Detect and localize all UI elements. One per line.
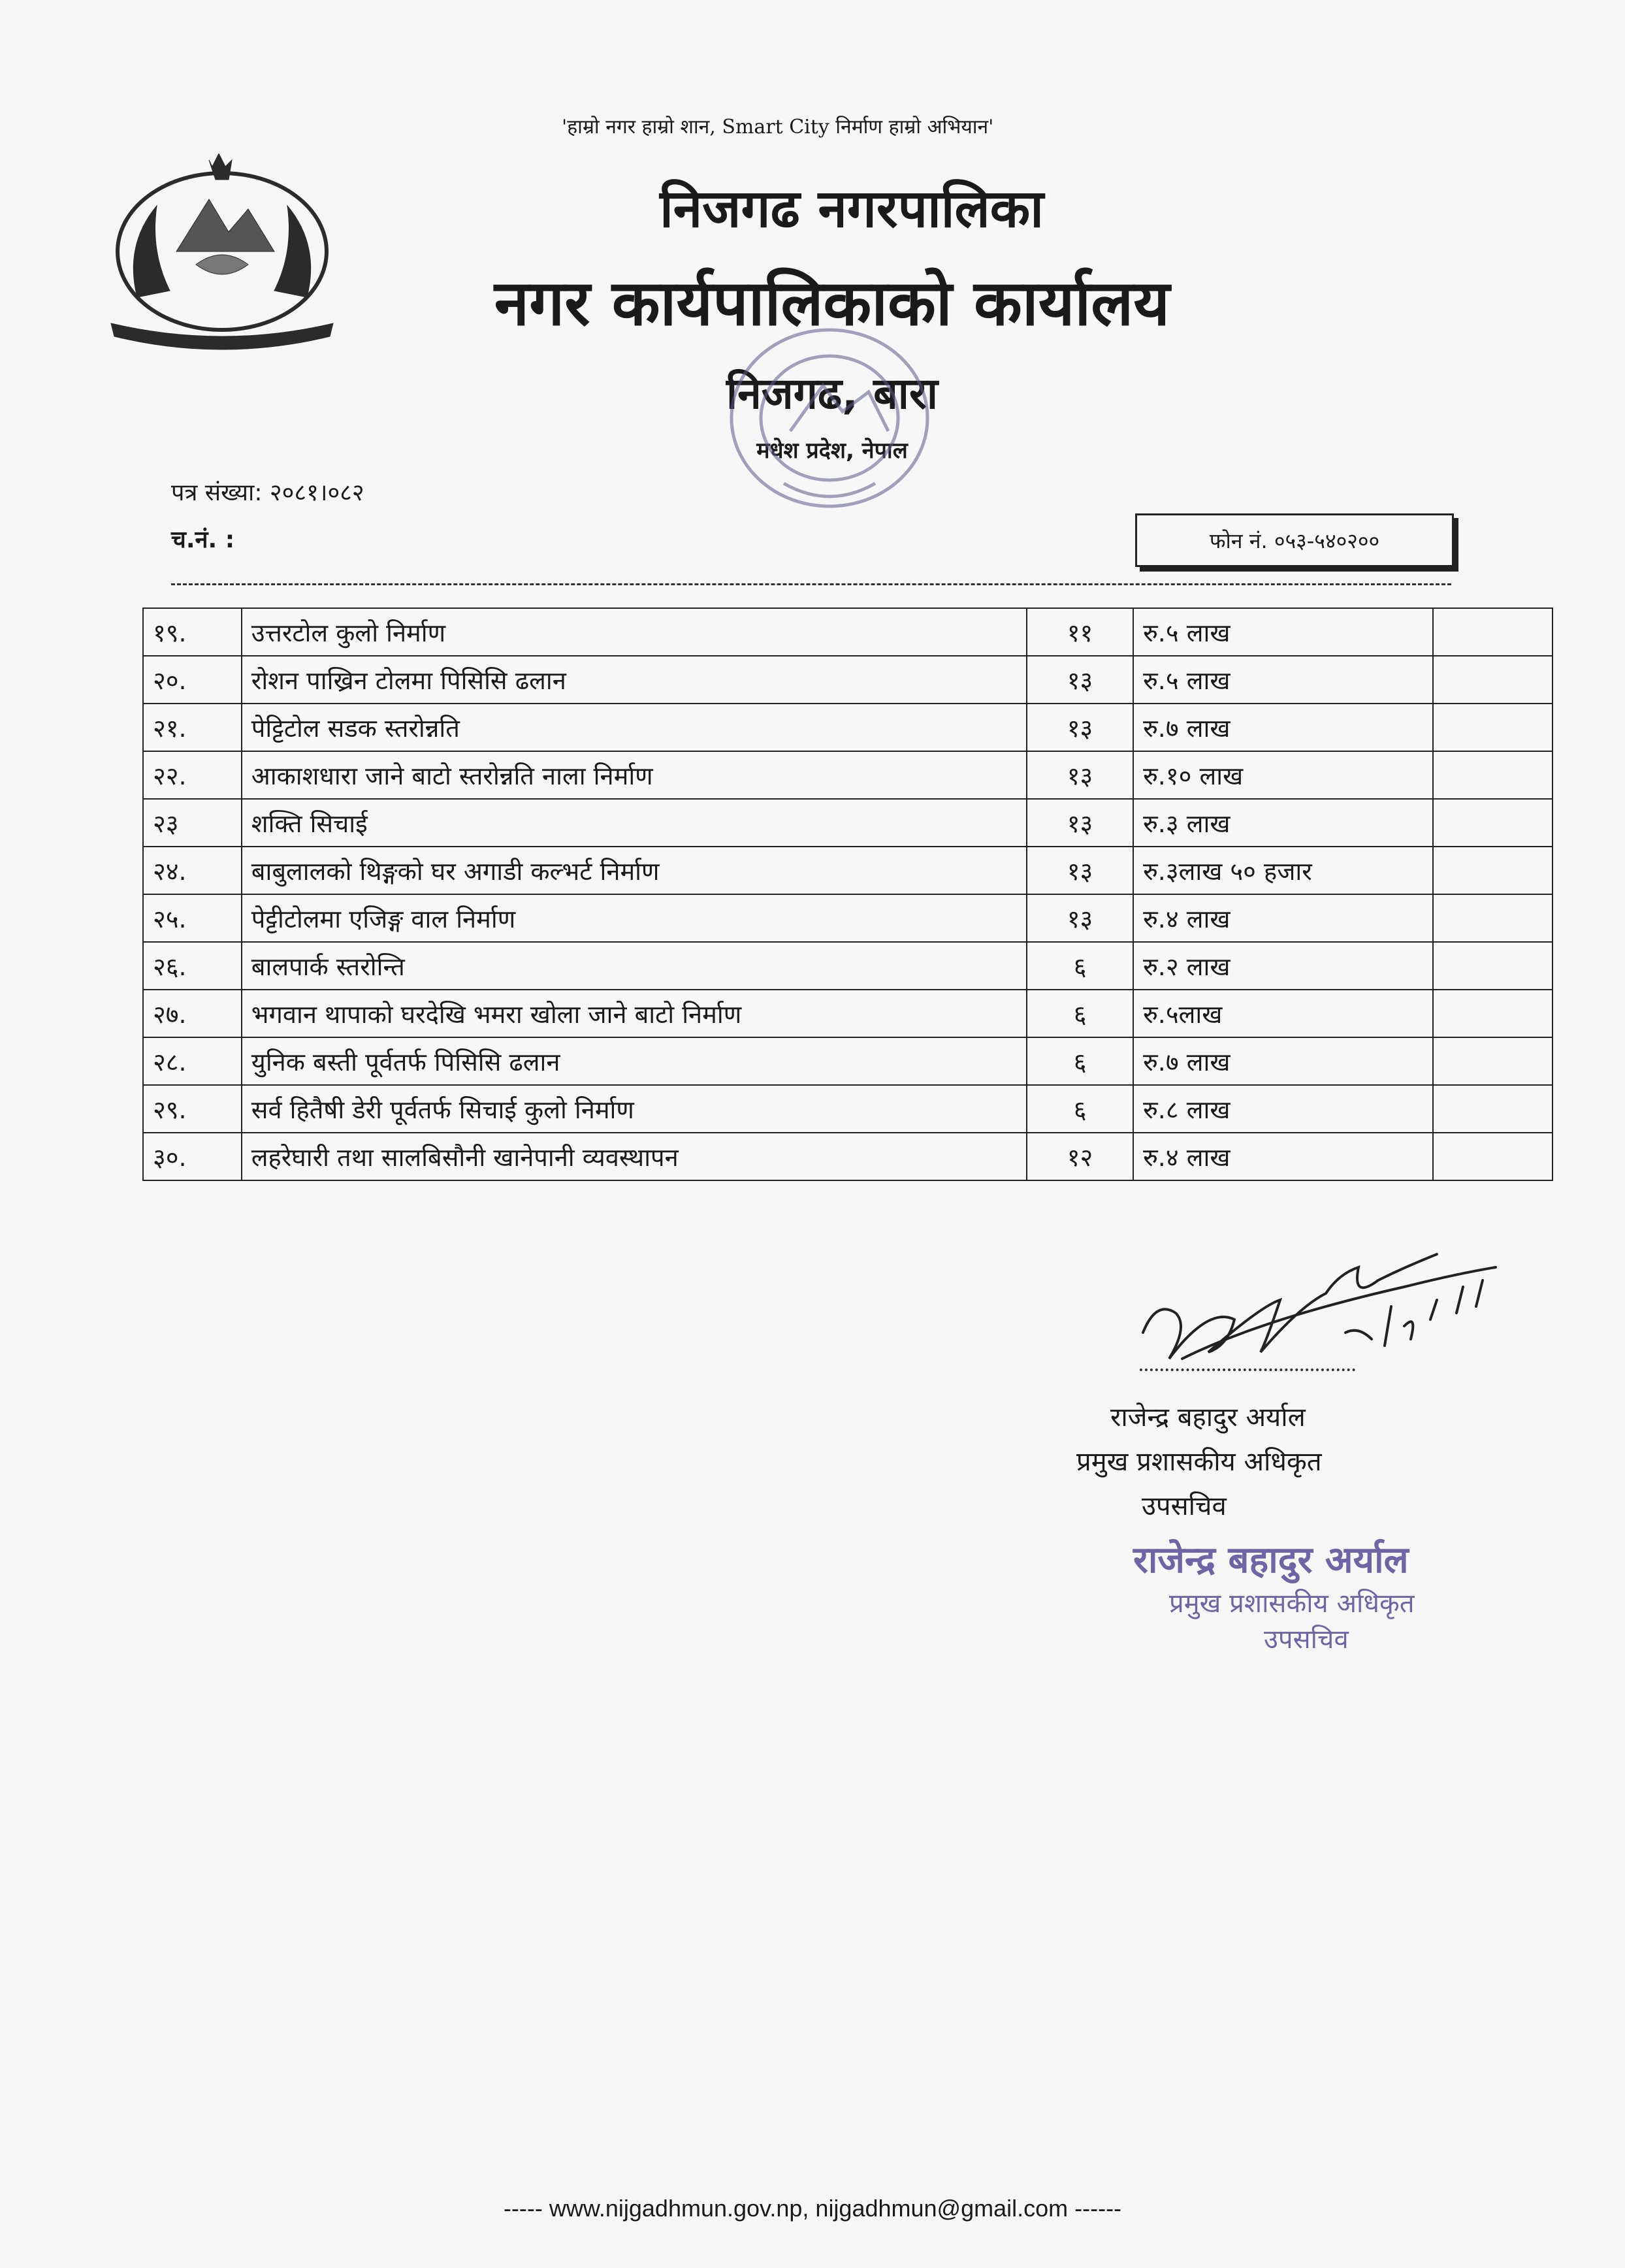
budget-amount: रु.३ लाख (1133, 799, 1432, 847)
header-divider (171, 583, 1451, 585)
remarks-cell (1433, 799, 1553, 847)
remarks-cell (1433, 894, 1553, 942)
office-name: नगर कार्यपालिकाको कार्यालय (494, 267, 1170, 340)
signature-line (1140, 1369, 1355, 1371)
remarks-cell (1433, 1085, 1553, 1133)
phone-number: फोन नं. ०५३-५४०२०० (1209, 528, 1380, 553)
table-row (143, 990, 1553, 1037)
handwritten-signature-icon (1130, 1228, 1515, 1385)
row-number: २६. (143, 942, 242, 990)
table-row (143, 656, 1553, 704)
row-number: २९. (143, 1085, 242, 1133)
row-number: २०. (143, 656, 242, 704)
ward-number: १३ (1027, 751, 1133, 799)
ward-number: ६ (1027, 1085, 1133, 1133)
budget-amount: रु.५ लाख (1133, 656, 1432, 704)
budget-amount: रु.४ लाख (1133, 1133, 1432, 1180)
table-row (143, 608, 1553, 656)
table-row (143, 751, 1553, 799)
signatory-title: प्रमुख प्रशासकीय अधिकृत (1076, 1447, 1322, 1477)
letter-number: पत्र संख्या: २०८१।०८२ (171, 479, 364, 506)
table-row (143, 847, 1553, 894)
phone-box (1135, 513, 1454, 567)
signatory-name: राजेन्द्र बहादुर अर्याल (1110, 1402, 1306, 1433)
row-number: २८. (143, 1037, 242, 1085)
budget-amount: रु.२ लाख (1133, 942, 1432, 990)
municipality-round-stamp-icon (712, 320, 947, 542)
ward-number: ११ (1027, 608, 1133, 656)
remarks-cell (1433, 656, 1553, 704)
office-location: निजगढ, बारा (726, 368, 938, 419)
municipality-name: निजगढ नगरपालिका (660, 178, 1044, 239)
project-name: लहरेघारी तथा सालबिसौनी खानेपानी व्यवस्थापन (242, 1133, 1027, 1180)
row-number: २१. (143, 704, 242, 751)
ward-number: १३ (1027, 894, 1133, 942)
budget-amount: रु.४ लाख (1133, 894, 1432, 942)
officer-stamp-post: उपसचिव (1264, 1625, 1349, 1655)
table-row (143, 704, 1553, 751)
row-number: २७. (143, 990, 242, 1037)
table-row (143, 942, 1553, 990)
budget-amount: रु.७ लाख (1133, 1037, 1432, 1085)
ward-number: १३ (1027, 799, 1133, 847)
table-row (143, 1037, 1553, 1085)
project-name: शक्ति सिचाई (242, 799, 1027, 847)
budget-amount: रु.३लाख ५० हजार (1133, 847, 1432, 894)
table-row (143, 799, 1553, 847)
remarks-cell (1433, 847, 1553, 894)
remarks-cell (1433, 751, 1553, 799)
project-name: सर्व हितैषी डेरी पूर्वतर्फ सिचाई कुलो निर्माण (242, 1085, 1027, 1133)
row-number: २५. (143, 894, 242, 942)
project-table (142, 608, 1553, 1181)
ward-number: ६ (1027, 942, 1133, 990)
budget-amount: रु.५लाख (1133, 990, 1432, 1037)
remarks-cell (1433, 608, 1553, 656)
officer-stamp-name: राजेन्द्र बहादुर अर्याल (1133, 1539, 1409, 1581)
province-name: मधेश प्रदेश, नेपाल (756, 438, 908, 464)
signatory-post: उपसचिव (1142, 1491, 1227, 1521)
budget-amount: रु.८ लाख (1133, 1085, 1432, 1133)
ward-number: १३ (1027, 656, 1133, 704)
officer-stamp-title: प्रमुख प्रशासकीय अधिकृत (1169, 1589, 1415, 1619)
remarks-cell (1433, 1133, 1553, 1180)
ward-number: १२ (1027, 1133, 1133, 1180)
project-name: युनिक बस्ती पूर्वतर्फ पिसिसि ढलान (242, 1037, 1027, 1085)
project-name: आकाशधारा जाने बाटो स्तरोन्नति नाला निर्माण (242, 751, 1027, 799)
slogan: 'हाम्रो नगर हाम्रो शान, Smart City निर्माण हाम्रो अभियान' (562, 116, 994, 138)
project-name: रोशन पाख्रिन टोलमा पिसिसि ढलान (242, 656, 1027, 704)
budget-amount: रु.७ लाख (1133, 704, 1432, 751)
remarks-cell (1433, 704, 1553, 751)
project-name: पेट्टीटोलमा एजिङ्ग वाल निर्माण (242, 894, 1027, 942)
row-number: ३०. (143, 1133, 242, 1180)
ward-number: १३ (1027, 704, 1133, 751)
project-name: उत्तरटोल कुलो निर्माण (242, 608, 1027, 656)
project-name: बाबुलालको थिङ्गको घर अगाडी कल्भर्ट निर्माण (242, 847, 1027, 894)
row-number: २३ (143, 799, 242, 847)
remarks-cell (1433, 1037, 1553, 1085)
row-number: १९. (143, 608, 242, 656)
footer-contact: ----- www.nijgadhmun.gov.np, nijgadhmun@gmail.com ------ (503, 2195, 1122, 2222)
budget-amount: रु.५ लाख (1133, 608, 1432, 656)
remarks-cell (1433, 942, 1553, 990)
row-number: २४. (143, 847, 242, 894)
project-name: पेट्टिटोल सडक स्तरोन्नति (242, 704, 1027, 751)
table-row (143, 1085, 1553, 1133)
table-row (143, 894, 1553, 942)
project-name: भगवान थापाको घरदेखि भमरा खोला जाने बाटो निर्माण (242, 990, 1027, 1037)
table-row (143, 1133, 1553, 1180)
ward-number: १३ (1027, 847, 1133, 894)
ward-number: ६ (1027, 990, 1133, 1037)
budget-amount: रु.१० लाख (1133, 751, 1432, 799)
dispatch-number: च.नं. : (171, 526, 235, 553)
ward-number: ६ (1027, 1037, 1133, 1085)
remarks-cell (1433, 990, 1553, 1037)
project-name: बालपार्क स्तरोन्ति (242, 942, 1027, 990)
row-number: २२. (143, 751, 242, 799)
